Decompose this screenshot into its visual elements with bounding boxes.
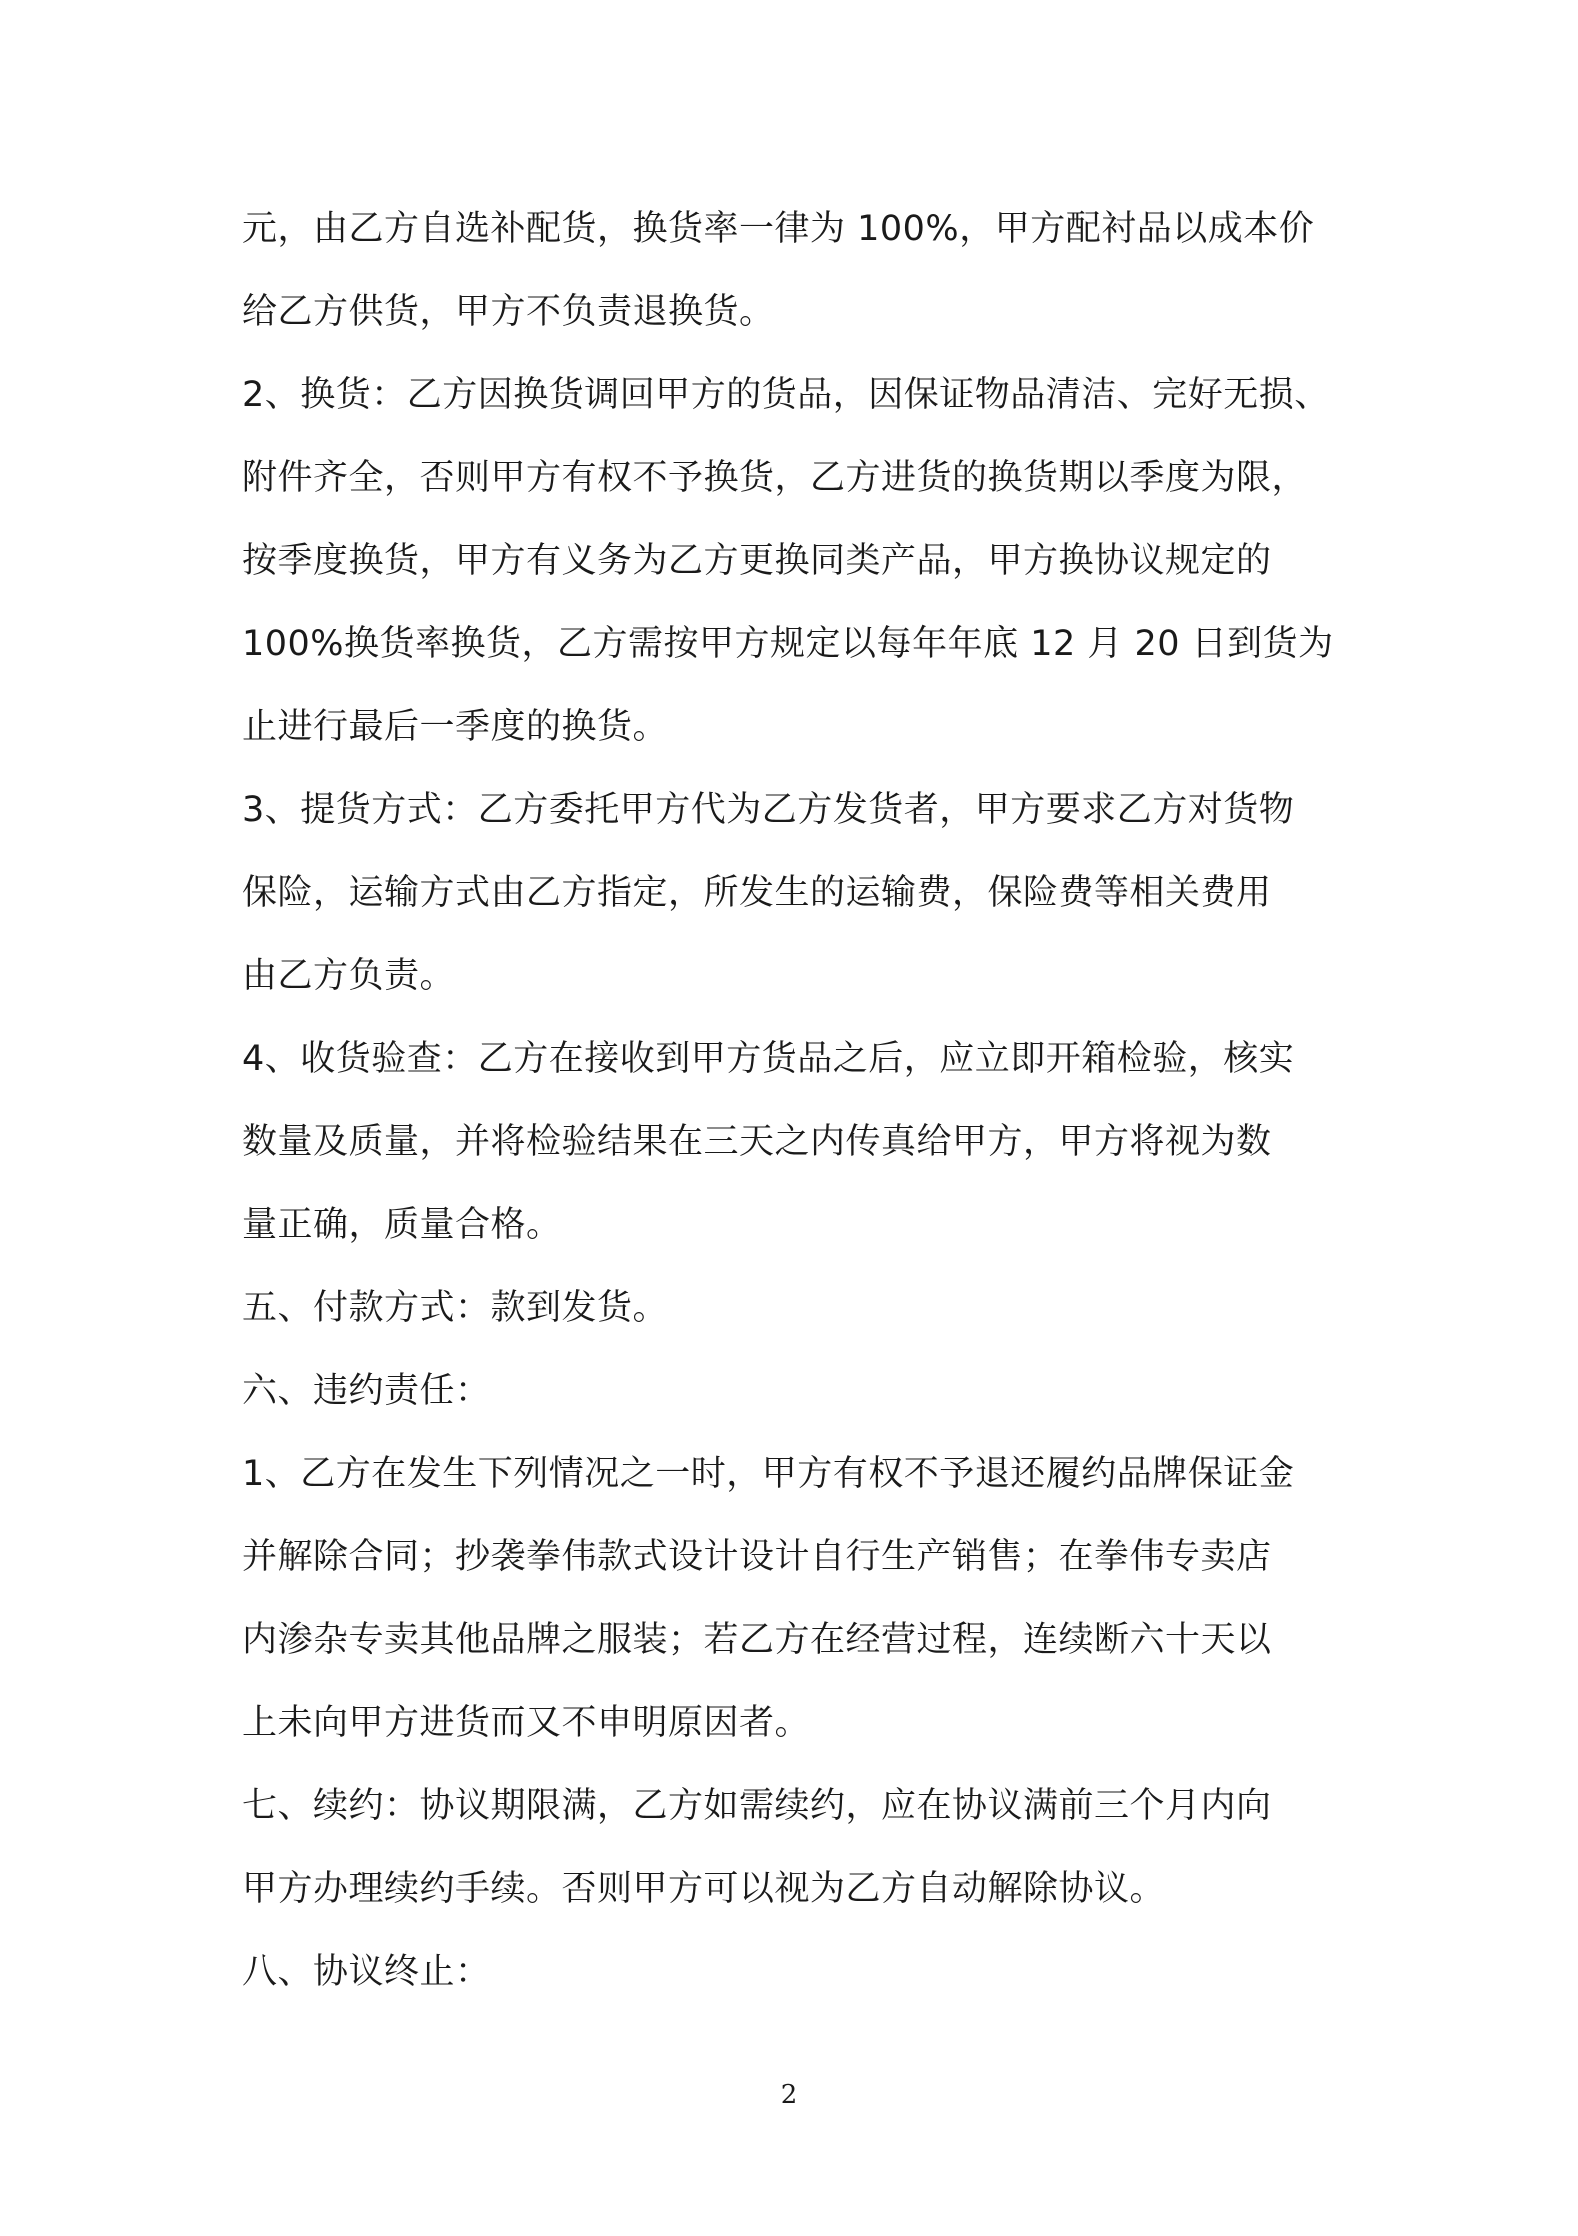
paragraph-line: 甲方办理续约手续。否则甲方可以视为乙方自动解除协议。 xyxy=(242,1869,1166,1909)
paragraph-line: 五、付款方式：款到发货。 xyxy=(242,1288,669,1328)
paragraph-line: 1、乙方在发生下列情况之一时，甲方有权不予退还履约品牌保证金 xyxy=(242,1454,1295,1494)
paragraph-line: 八、协议终止： xyxy=(242,1952,491,1992)
paragraph-line: 2、换货：乙方因换货调回甲方的货品，因保证物品清洁、完好无损、 xyxy=(242,375,1330,415)
paragraph-line: 保险，运输方式由乙方指定，所发生的运输费，保险费等相关费用 xyxy=(242,873,1272,913)
paragraph-line: 止进行最后一季度的换货。 xyxy=(242,707,669,747)
paragraph-line: 100%换货率换货，乙方需按甲方规定以每年年底 12 月 20 日到货为 xyxy=(242,624,1334,664)
paragraph-line: 由乙方负责。 xyxy=(242,956,456,996)
paragraph-line: 数量及质量，并将检验结果在三天之内传真给甲方，甲方将视为数 xyxy=(242,1122,1272,1162)
paragraph-line: 量正确，质量合格。 xyxy=(242,1205,562,1245)
paragraph-line: 内渗杂专卖其他品牌之服装；若乙方在经营过程，连续断六十天以 xyxy=(242,1620,1272,1660)
paragraph-line: 3、提货方式：乙方委托甲方代为乙方发货者，甲方要求乙方对货物 xyxy=(242,790,1295,830)
paragraph-line: 附件齐全，否则甲方有权不予换货，乙方进货的换货期以季度为限， xyxy=(242,458,1308,498)
paragraph-line: 给乙方供货，甲方不负责退换货。 xyxy=(242,292,775,332)
paragraph-line: 七、续约：协议期限满，乙方如需续约，应在协议满前三个月内向 xyxy=(242,1786,1272,1826)
paragraph-line: 元，由乙方自选补配货，换货率一律为 100%，甲方配衬品以成本价 xyxy=(242,209,1315,249)
paragraph-line: 并解除合同；抄袭拳伟款式设计设计自行生产销售；在拳伟专卖店 xyxy=(242,1537,1272,1577)
page-number: 2 xyxy=(780,2080,798,2110)
paragraph-line: 上未向甲方进货而又不申明原因者。 xyxy=(242,1703,811,1743)
paragraph-line: 六、违约责任： xyxy=(242,1371,491,1411)
paragraph-line: 4、收货验查：乙方在接收到甲方货品之后，应立即开箱检验，核实 xyxy=(242,1039,1295,1079)
paragraph-line: 按季度换货，甲方有义务为乙方更换同类产品，甲方换协议规定的 xyxy=(242,541,1272,581)
